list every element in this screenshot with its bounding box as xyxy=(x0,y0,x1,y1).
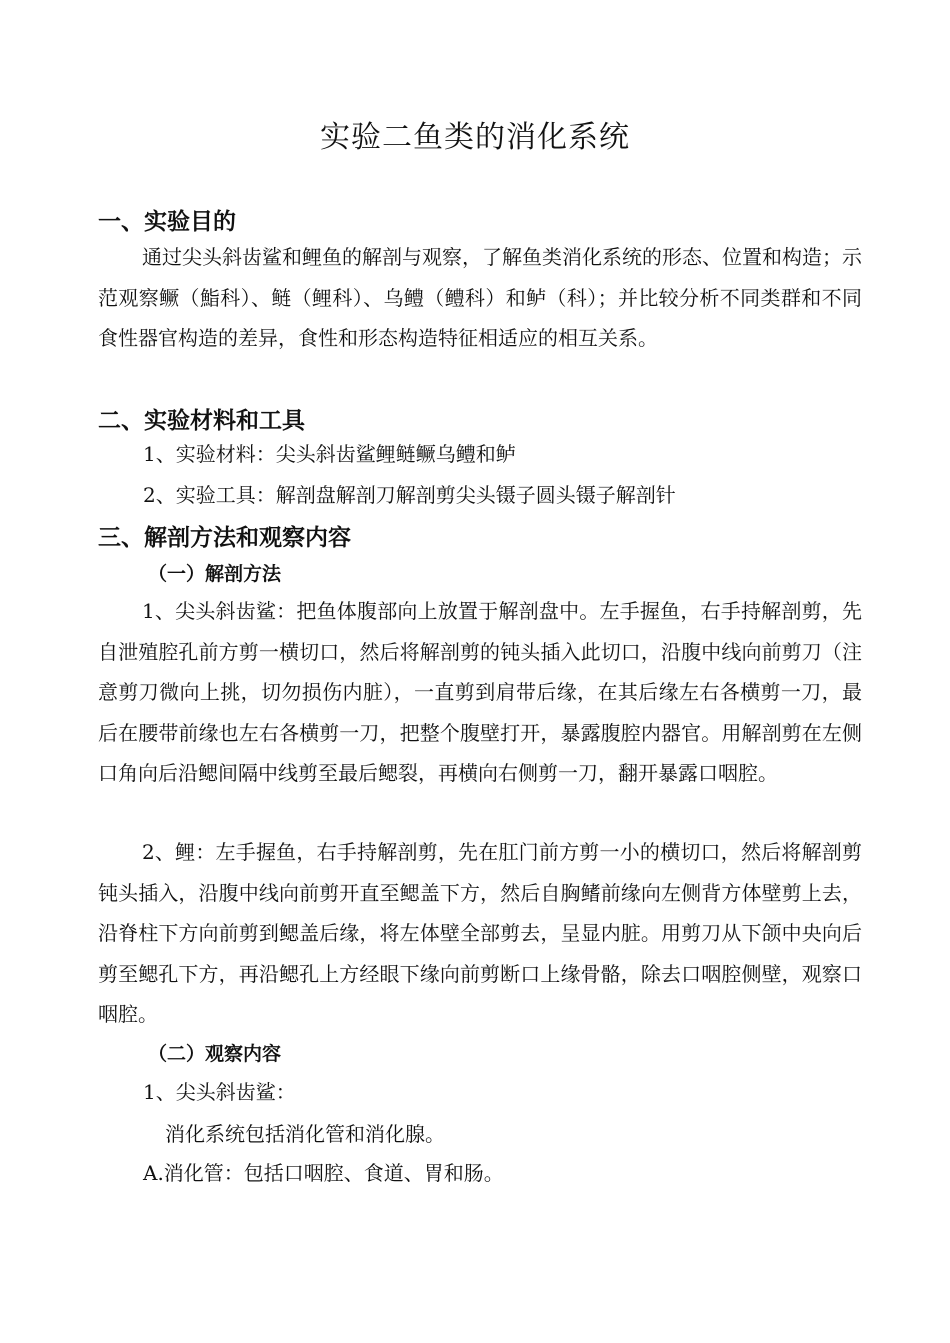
observation-digestive-tract: A.消化管：包括口咽腔、食道、胃和肠。 xyxy=(143,1161,504,1185)
dissection-paragraph-carp: 2、鲤：左手握鱼，右手持解剖剪，先在肛门前方剪一小的横切口，然后将解剖剪钝头插入，沿腹中线向前剪开直至鳃盖下方，然后自胸鳍前缘向左侧背方体壁剪上去，沿脊柱下方向前剪到鳃盖后缘，将左体壁全部剪去，呈显内脏。用剪刀从下颌中央向后剪至鳃孔下方，再沿鳃孔上方经眼下缘向前剪断口上缘骨骼，除去口咽腔侧壁，观察口咽腔。 xyxy=(98,840,862,1026)
materials-item: 1、实验材料：尖头斜齿鲨鲤鲢鳜乌鳢和鲈 xyxy=(143,442,516,466)
subsection-heading-dissection: （一）解剖方法 xyxy=(148,563,282,585)
subsection-heading-observation: （二）观察内容 xyxy=(148,1043,282,1065)
observation-item-shark: 1、尖头斜齿鲨： xyxy=(143,1080,296,1104)
page-title: 实验二鱼类的消化系统 xyxy=(320,120,630,155)
section-heading-purpose: 一、实验目的 xyxy=(98,209,236,235)
observation-digestive-system: 消化系统包括消化管和消化腺。 xyxy=(165,1122,445,1146)
section-heading-methods: 三、解剖方法和观察内容 xyxy=(98,525,351,551)
section-heading-materials: 二、实验材料和工具 xyxy=(98,408,305,434)
tools-item: 2、实验工具：解剖盘解剖刀解剖剪尖头镊子圆头镊子解剖针 xyxy=(143,483,676,507)
purpose-paragraph: 通过尖头斜齿鲨和鲤鱼的解剖与观察，了解鱼类消化系统的形态、位置和构造；示范观察鳜（鮨科）、鲢（鲤科）、乌鳢（鳢科）和鲈（科）；并比较分析不同类群和不同食性器官构造的差异，食性和形态构造特征相适应的相互关系。 xyxy=(98,245,862,350)
dissection-paragraph-shark: 1、尖头斜齿鲨：把鱼体腹部向上放置于解剖盘中。左手握鱼，右手持解剖剪，先自泄殖腔孔前方剪一横切口，然后将解剖剪的钝头插入此切口，沿腹中线向前剪刀（注意剪刀微向上挑，切勿损伤内脏），一直剪到肩带后缘，在其后缘左右各横剪一刀，最后在腰带前缘也左右各横剪一刀，把整个腹壁打开，暴露腹腔内器官。用解剖剪在左侧口角向后沿鳃间隔中线剪至最后鳃裂，再横向右侧剪一刀，翻开暴露口咽腔。 xyxy=(98,599,862,785)
